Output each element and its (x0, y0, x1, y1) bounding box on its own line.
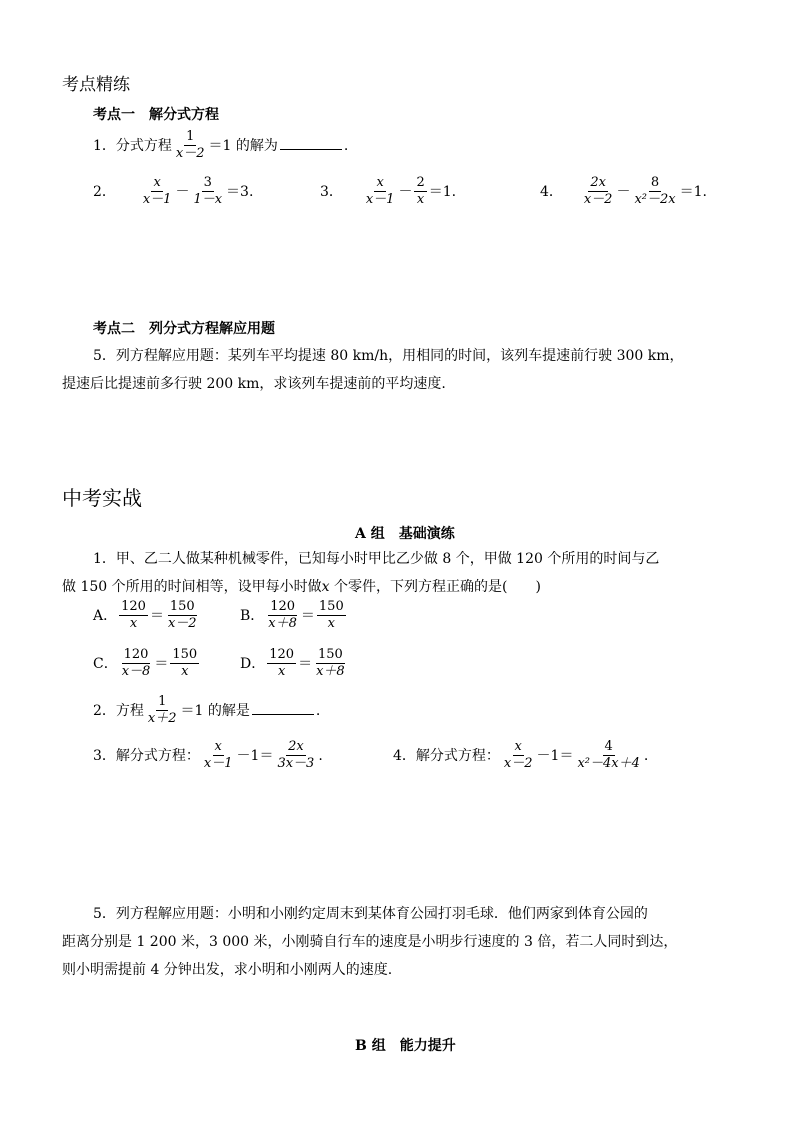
groupA-q3-f1n: x (213, 740, 224, 756)
option-b-label: B． (240, 607, 265, 624)
option-d-label: D． (240, 655, 266, 672)
option-b-f1n: 120 (268, 600, 297, 616)
option-a-f2n: 150 (168, 600, 197, 616)
option-b-frac2 (317, 600, 346, 632)
topic1-q1 (93, 130, 348, 162)
q2-f1d: x－1 (142, 192, 172, 208)
q4-frac1 (582, 176, 615, 208)
groupA-q1 (62, 545, 742, 601)
option-c-eq: ＝ (154, 655, 169, 672)
groupA-q2-mid: ＝1 的解是 (180, 702, 250, 719)
topic1-q2 (93, 176, 253, 208)
groupA-q3 (93, 740, 323, 772)
groupA-q2-frac (146, 695, 179, 727)
option-d-f1d: x (277, 664, 286, 680)
groupA-q2 (93, 695, 320, 727)
topic1-q3 (320, 176, 456, 208)
option-d-frac1 (267, 648, 296, 680)
q1-num: 1 (184, 130, 196, 146)
option-c-f2d: x (181, 664, 189, 680)
option-b-frac1 (266, 600, 299, 632)
q4-f2d: x²－2x (634, 192, 676, 208)
option-d-frac2 (314, 648, 347, 680)
option-a-f1d: x (129, 616, 138, 632)
q2-rhs: ＝3. (226, 183, 254, 200)
groupA-q4-frac2 (575, 740, 641, 772)
option-d-eq: ＝ (298, 655, 313, 672)
option-c-frac1 (120, 648, 153, 680)
option-d-f2d: x＋8 (316, 664, 345, 680)
option-d[interactable] (240, 648, 349, 680)
q4-f1d: x－2 (583, 192, 613, 208)
section-title-practice: 考点精练 (62, 75, 130, 95)
q3-f2d: x (416, 192, 425, 208)
groupA-q1-line2b: 个零件，下列方程正确的是( ) (329, 579, 541, 595)
groupA-q3-f2d: 3x－3 (277, 756, 315, 772)
groupA-q5-line3: 则小明需提前 4 分钟出发，求小明和小刚两人的速度. (62, 962, 393, 978)
q4-f1n: 2x (588, 176, 608, 192)
groupA-q5-line1: 5．列方程解应用题：小明和小刚约定周末到某体育公园打羽毛球．他们两家到体育公园的 (93, 906, 648, 922)
topic2-q5-line1: 5．列方程解应用题：某列车平均提速 80 km/h，用相同的时间，该列车提速前行驶 300 km， (93, 348, 684, 364)
groupA-q1-line1: 1．甲、乙二人做某种机械零件，已知每小时甲比乙少做 8 个，甲做 120 个所用的时间与乙 (93, 551, 660, 567)
option-d-f2n: 150 (316, 648, 345, 664)
q1-fraction (174, 130, 207, 162)
groupA-q2-answer-blank[interactable] (252, 713, 314, 715)
q4-label: 4． (540, 183, 563, 200)
topic1-q4 (540, 176, 707, 208)
option-a-f2d: x－2 (167, 616, 197, 632)
option-c-label: C． (93, 655, 118, 672)
groupA-q3-f2n: 2x (286, 740, 306, 756)
topic2-title: 考点二 列分式方程解应用题 (93, 321, 275, 337)
option-c[interactable] (93, 648, 201, 680)
q2-f2d: 1－x (193, 192, 223, 208)
q1-mid: ＝1 的解为 (208, 137, 278, 154)
groupA-q4-f1n: x (513, 740, 524, 756)
option-c-f1d: x－8 (121, 664, 151, 680)
q3-f1d: x－1 (365, 192, 395, 208)
q2-label: 2． (93, 183, 116, 200)
groupA-q4 (393, 740, 648, 772)
option-b-f2d: x (327, 616, 335, 632)
q3-f2n: 2 (414, 176, 426, 192)
groupA-q4-f1d: x－2 (503, 756, 533, 772)
groupA-q4-f2d: x²－4x＋4 (577, 756, 640, 772)
topic2-q5-line2: 提速后比提速前多行驶 200 km，求该列车提速前的平均速度. (62, 376, 446, 392)
groupA-q4-frac1 (502, 740, 535, 772)
groupA-q4-mid: －1＝ (536, 747, 574, 764)
topic1-title: 考点一 解分式方程 (93, 107, 219, 123)
option-b-f2n: 150 (317, 600, 346, 616)
groupA-q3-frac1 (202, 740, 235, 772)
q3-frac1 (364, 176, 397, 208)
groupA-q1-var: x (321, 579, 330, 595)
q1-den: x－2 (175, 146, 205, 162)
groupA-q5 (62, 900, 742, 984)
groupB-title: B 组 能力提升 (355, 1038, 456, 1054)
q3-label: 3． (320, 183, 343, 200)
option-c-frac2 (170, 648, 199, 680)
groupA-q3-end: . (318, 747, 323, 764)
q4-rhs: ＝1. (679, 183, 707, 200)
q1-answer-blank[interactable] (280, 148, 342, 150)
option-b-eq: ＝ (300, 607, 315, 624)
option-a-label: A． (93, 607, 118, 624)
option-a-f1n: 120 (119, 600, 148, 616)
q3-f1n: x (374, 176, 385, 192)
option-d-f1n: 120 (267, 648, 296, 664)
q1-end: . (343, 137, 349, 154)
groupA-q4-prefix: 4．解分式方程： (393, 747, 500, 764)
q2-frac2 (191, 176, 224, 208)
q2-op: － (175, 183, 190, 200)
groupA-q2-den: x＋2 (147, 711, 177, 727)
option-a[interactable] (93, 600, 201, 632)
section-title-exam: 中考实战 (62, 486, 142, 510)
q1-prefix: 1．分式方程 (93, 137, 172, 154)
groupA-q3-f1d: x－1 (203, 756, 233, 772)
groupA-q3-mid: －1＝ (236, 747, 274, 764)
groupA-q1-line2 (62, 573, 742, 601)
groupA-q4-end: . (643, 747, 649, 764)
groupA-title: A 组 基础演练 (355, 526, 455, 542)
option-c-f2n: 150 (170, 648, 199, 664)
q4-frac2 (632, 176, 677, 208)
groupA-q4-f2n: 4 (603, 740, 615, 756)
option-b-f1d: x＋8 (268, 616, 297, 632)
groupA-q2-end: . (315, 702, 321, 719)
q3-op: － (398, 183, 413, 200)
q4-f2n: 8 (649, 176, 661, 192)
q2-frac1 (141, 176, 174, 208)
topic2-q5 (62, 342, 742, 398)
option-a-frac1 (119, 600, 148, 632)
option-a-eq: ＝ (149, 607, 164, 624)
option-c-f1n: 120 (122, 648, 151, 664)
q2-f2n: 3 (202, 176, 214, 192)
q3-frac2 (414, 176, 426, 208)
groupA-q5-line2: 距离分别是 1 200 米，3 000 米，小刚骑自行车的速度是小明步行速度的 3 倍，若二人同时到达， (62, 934, 678, 950)
option-b[interactable] (240, 600, 348, 632)
groupA-q3-prefix: 3．解分式方程： (93, 747, 200, 764)
option-a-frac2 (166, 600, 199, 632)
groupA-q1-line2a: 做 150 个所用的时间相等，设甲每小时做 (62, 579, 322, 595)
groupA-q3-frac2 (275, 740, 316, 772)
q4-op: － (616, 183, 631, 200)
groupA-q2-num: 1 (156, 695, 168, 711)
q2-f1n: x (151, 176, 162, 192)
groupA-q2-prefix: 2．方程 (93, 702, 144, 719)
q3-rhs: ＝1. (428, 183, 457, 200)
